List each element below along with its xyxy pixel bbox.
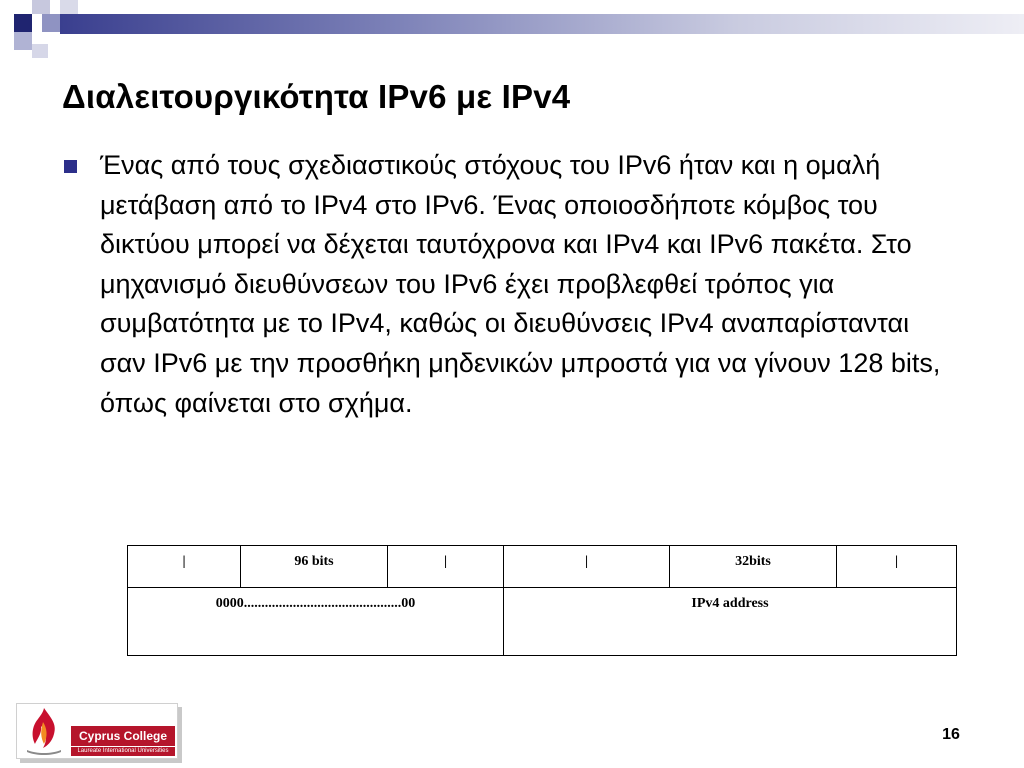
bullet-item — [62, 146, 942, 423]
decor-square-1 — [14, 14, 32, 32]
diagram-header-row — [128, 546, 957, 588]
page-number: 16 — [942, 726, 960, 743]
decor-square-5 — [14, 32, 32, 50]
cyprus-college-logo — [16, 703, 182, 763]
decor-square-3 — [42, 14, 60, 32]
decor-square-6 — [32, 44, 48, 58]
decor-square-2 — [32, 0, 50, 14]
diagram-ipv4-cell: IPv4 address — [504, 588, 957, 656]
bullet-text: Ένας από τους σχεδιαστικούς στόχους του IPv6 ήταν και η ομαλή μετάβαση από το IPv4 στο IPv6. Ένας οποιοσδήποτε κόμβος του δικτύου μπορεί να δέχεται ταυτόχρονα και IPv4 και IPv6 πακέτα. Στο μηχανισμό διευθύνσεων του IPv6 έχει προβλεφθεί τρόπος για συμβατότητα με το IPv4, καθώς οι διευθύνσεις IPv4 αναπαρίστανται σαν IPv6 με την προσθήκη μηδενικών μπροστά για να γίνουν 128 bits, όπως φαίνεται στο σχήμα. — [100, 150, 941, 418]
diagram-cell-divider: | — [504, 546, 670, 588]
diagram-value-row — [128, 588, 957, 656]
diagram-zeros-cell: 0000.............................................00 — [128, 588, 504, 656]
diagram-cell-divider: | — [837, 546, 957, 588]
header-gradient-bar — [60, 14, 1024, 34]
flame-icon — [21, 706, 67, 756]
decor-square-4 — [60, 0, 78, 14]
logo-box — [16, 703, 178, 759]
diagram-cell-96bits: 96 bits — [241, 546, 388, 588]
logo-subtitle: Laureate International Universities — [71, 747, 175, 756]
diagram-cell-32bits: 32bits — [670, 546, 837, 588]
slide-title: Διαλειτουργικότητα IPv6 με IPv4 — [62, 78, 571, 115]
square-bullet-icon — [64, 160, 77, 173]
diagram-cell-divider: | — [388, 546, 504, 588]
ipv6-address-diagram — [127, 545, 957, 656]
logo-name: Cyprus College — [71, 726, 175, 746]
diagram-cell-divider: | — [128, 546, 241, 588]
